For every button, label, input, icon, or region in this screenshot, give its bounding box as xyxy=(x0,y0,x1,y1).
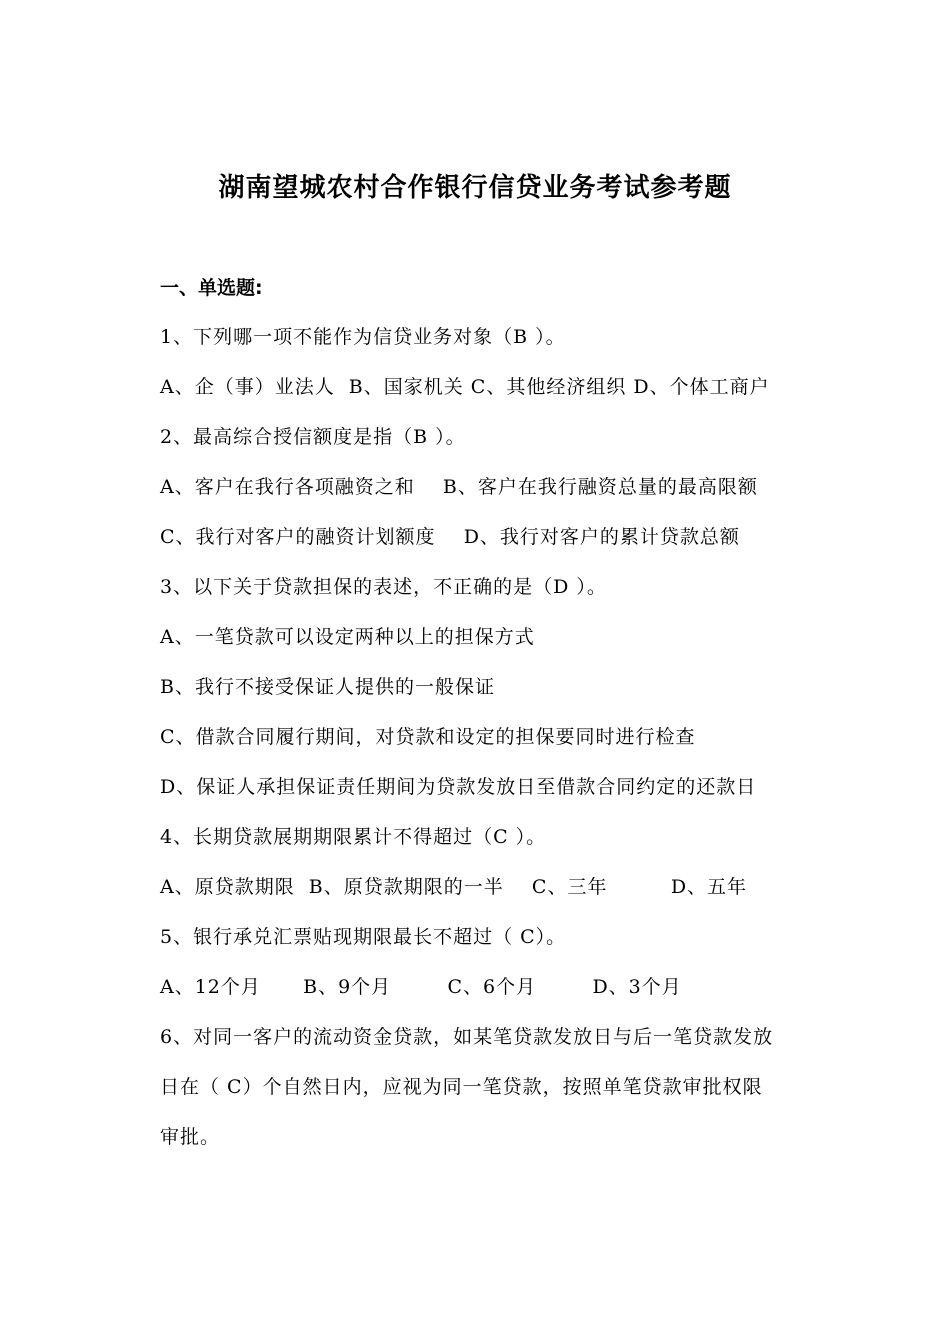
section-heading: 一、单选题: xyxy=(160,277,263,299)
question-4-options: A、原贷款期限 B、原贷款期限的一半 C、三年 D、五年 xyxy=(160,876,748,898)
question-5-text: 5、银行承兑汇票贴现期限最长不超过（ C）。 xyxy=(160,926,567,948)
question-2-text: 2、最高综合授信额度是指（B ）。 xyxy=(160,426,466,448)
question-1-options: A、企（事）业法人 B、国家机关 C、其他经济组织 D、个体工商户 xyxy=(160,376,770,398)
question-6-text-line-3: 审批。 xyxy=(160,1126,221,1148)
question-6-text-line-1: 6、对同一客户的流动资金贷款，如某笔贷款发放日与后一笔贷款发放 xyxy=(160,1026,774,1048)
question-2-options-ab: A、客户在我行各项融资之和 B、客户在我行融资总量的最高限额 xyxy=(160,476,758,498)
question-3-option-d: D、保证人承担保证责任期间为贷款发放日至借款合同约定的还款日 xyxy=(160,776,757,798)
question-3-option-c: C、借款合同履行期间，对贷款和设定的担保要同时进行检查 xyxy=(160,726,696,748)
question-3-option-b: B、我行不接受保证人提供的一般保证 xyxy=(160,676,495,698)
question-1-text: 1、下列哪一项不能作为信贷业务对象（B ）。 xyxy=(160,326,566,348)
question-5-options: A、12个月 B、9个月 C、6个月 D、3个月 xyxy=(160,976,682,998)
question-3-option-a: A、一笔贷款可以设定两种以上的担保方式 xyxy=(160,626,535,648)
question-3-text: 3、以下关于贷款担保的表述，不正确的是（D ）。 xyxy=(160,576,607,598)
question-6-text-line-2: 日在（ C）个自然日内，应视为同一笔贷款，按照单笔贷款审批权限 xyxy=(160,1076,763,1098)
question-list xyxy=(160,321,850,1171)
document-title: 湖南望城农村合作银行信贷业务考试参考题 xyxy=(218,173,732,203)
question-4-text: 4、长期贷款展期期限累计不得超过（C ）。 xyxy=(160,826,547,848)
question-2-options-cd: C、我行对客户的融资计划额度 D、我行对客户的累计贷款总额 xyxy=(160,526,740,548)
